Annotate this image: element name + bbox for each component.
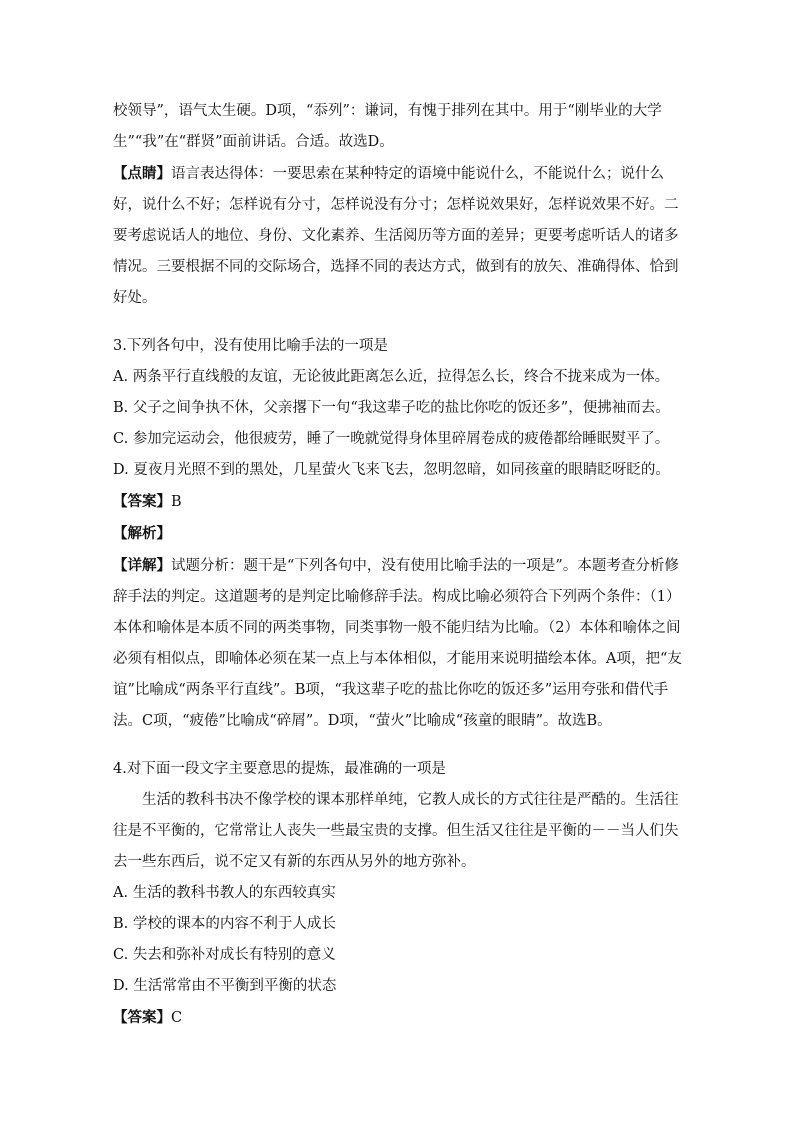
q4-option-a: A. 生活的教科书教人的东西较真实 [113,885,336,901]
detail-text: 试题分析：题干是“下列各句中，没有使用比喻手法的一项是”。本题考查分析修辞手法的判定。这道题考的是判定比喻修辞手法。构成比喻必须符合下列两个条件：（1）本体和喻体是本质不同的两类事物，同类事物一般不能归结为比喻。（2）本体和喻体之间必须有相似点，即喻体必须在某一点上与本体相似，才能用来说明描绘本体。A项，把“友谊”比喻成“两条平行直线”。B项，“我这辈子吃的盐比你吃的饭还多”运用夸张和借代手法。C项，“疲倦”比喻成“碎屑”。D项，“萤火”比喻成“孩童的眼睛”。故选B。 [113,558,682,729]
q3-option-a: A. 两条平行直线般的友谊，无论彼此距离怎么近，拉得怎么长，终合不拢来成为一体。 [113,369,670,385]
q2-note [113,158,683,314]
q4-option-b: B. 学校的课本的内容不利于人成长 [113,916,336,932]
note-text: 语言表达得体：一要思索在某种特定的语境中能说什么，不能说什么；说什么好，说什么不好；怎样说有分寸，怎样说没有分寸；怎样说效果好，怎样说效果不好。二要考虑说话人的地位、身份、文化素养、生活阅历等方面的差异；更要考虑听话人的诸多情况。三要根据不同的交际场合，选择不同的表达方式，做到有的放矢、准确得体、恰到好处。 [113,166,679,306]
answer-tag: 【答案】 [113,1009,171,1026]
analysis-tag: 【解析】 [113,525,171,542]
answer-value: C [171,1010,183,1026]
q3-option-b: B. 父子之间争执不休，父亲撂下一句“我这辈子吃的盐比你吃的饭还多”，便拂袖而去。 [113,400,670,416]
q4-option-d: D. 生活常常由不平衡到平衡的状态 [113,978,337,994]
q4-passage: 生活的教科书决不像学校的课本那样单纯，它教人成长的方式往往是严酷的。生活往往是不平衡的，它常常让人丧失一些最宝贵的支撑。但生活又往往是平衡的－－当人们失去一些东西后，说不定又有新的东西从另外的地方弥补。 [113,792,679,870]
spacer [113,314,683,331]
q3-detail [113,550,683,737]
q3-option-d: D. 夏夜月光照不到的黑处，几星萤火飞来飞去，忽明忽暗，如同孩童的眼睛眨呀眨的。 [113,462,670,478]
q2-analysis-end: 校领导”，语气太生硬。D项，“忝列”：谦词，有愧于排列在其中。用于“刚毕业的大学生”“我”在“群贤”面前讲话。合适。故选D。 [113,103,662,150]
q4-answer [113,1002,683,1034]
spacer [113,737,683,754]
answer-tag: 【答案】 [113,493,171,510]
q3-analysis-heading [113,518,683,550]
q4-stem: 4.对下面一段文字主要意思的提炼，最准确的一项是 [113,761,446,777]
answer-value: B [171,494,182,510]
page-content [113,96,683,1034]
q3-answer [113,486,683,518]
note-tag: 【点睛】 [113,165,171,182]
q3-option-c: C. 参加完运动会，他很疲劳，睡了一晚就觉得身体里碎屑卷成的疲倦都给睡眠熨平了。 [113,431,670,447]
q3-stem: 3.下列各句中，没有使用比喻手法的一项是 [113,338,388,354]
detail-tag: 【详解】 [113,557,171,574]
q4-option-c: C. 失去和弥补对成长有特别的意义 [113,947,336,963]
